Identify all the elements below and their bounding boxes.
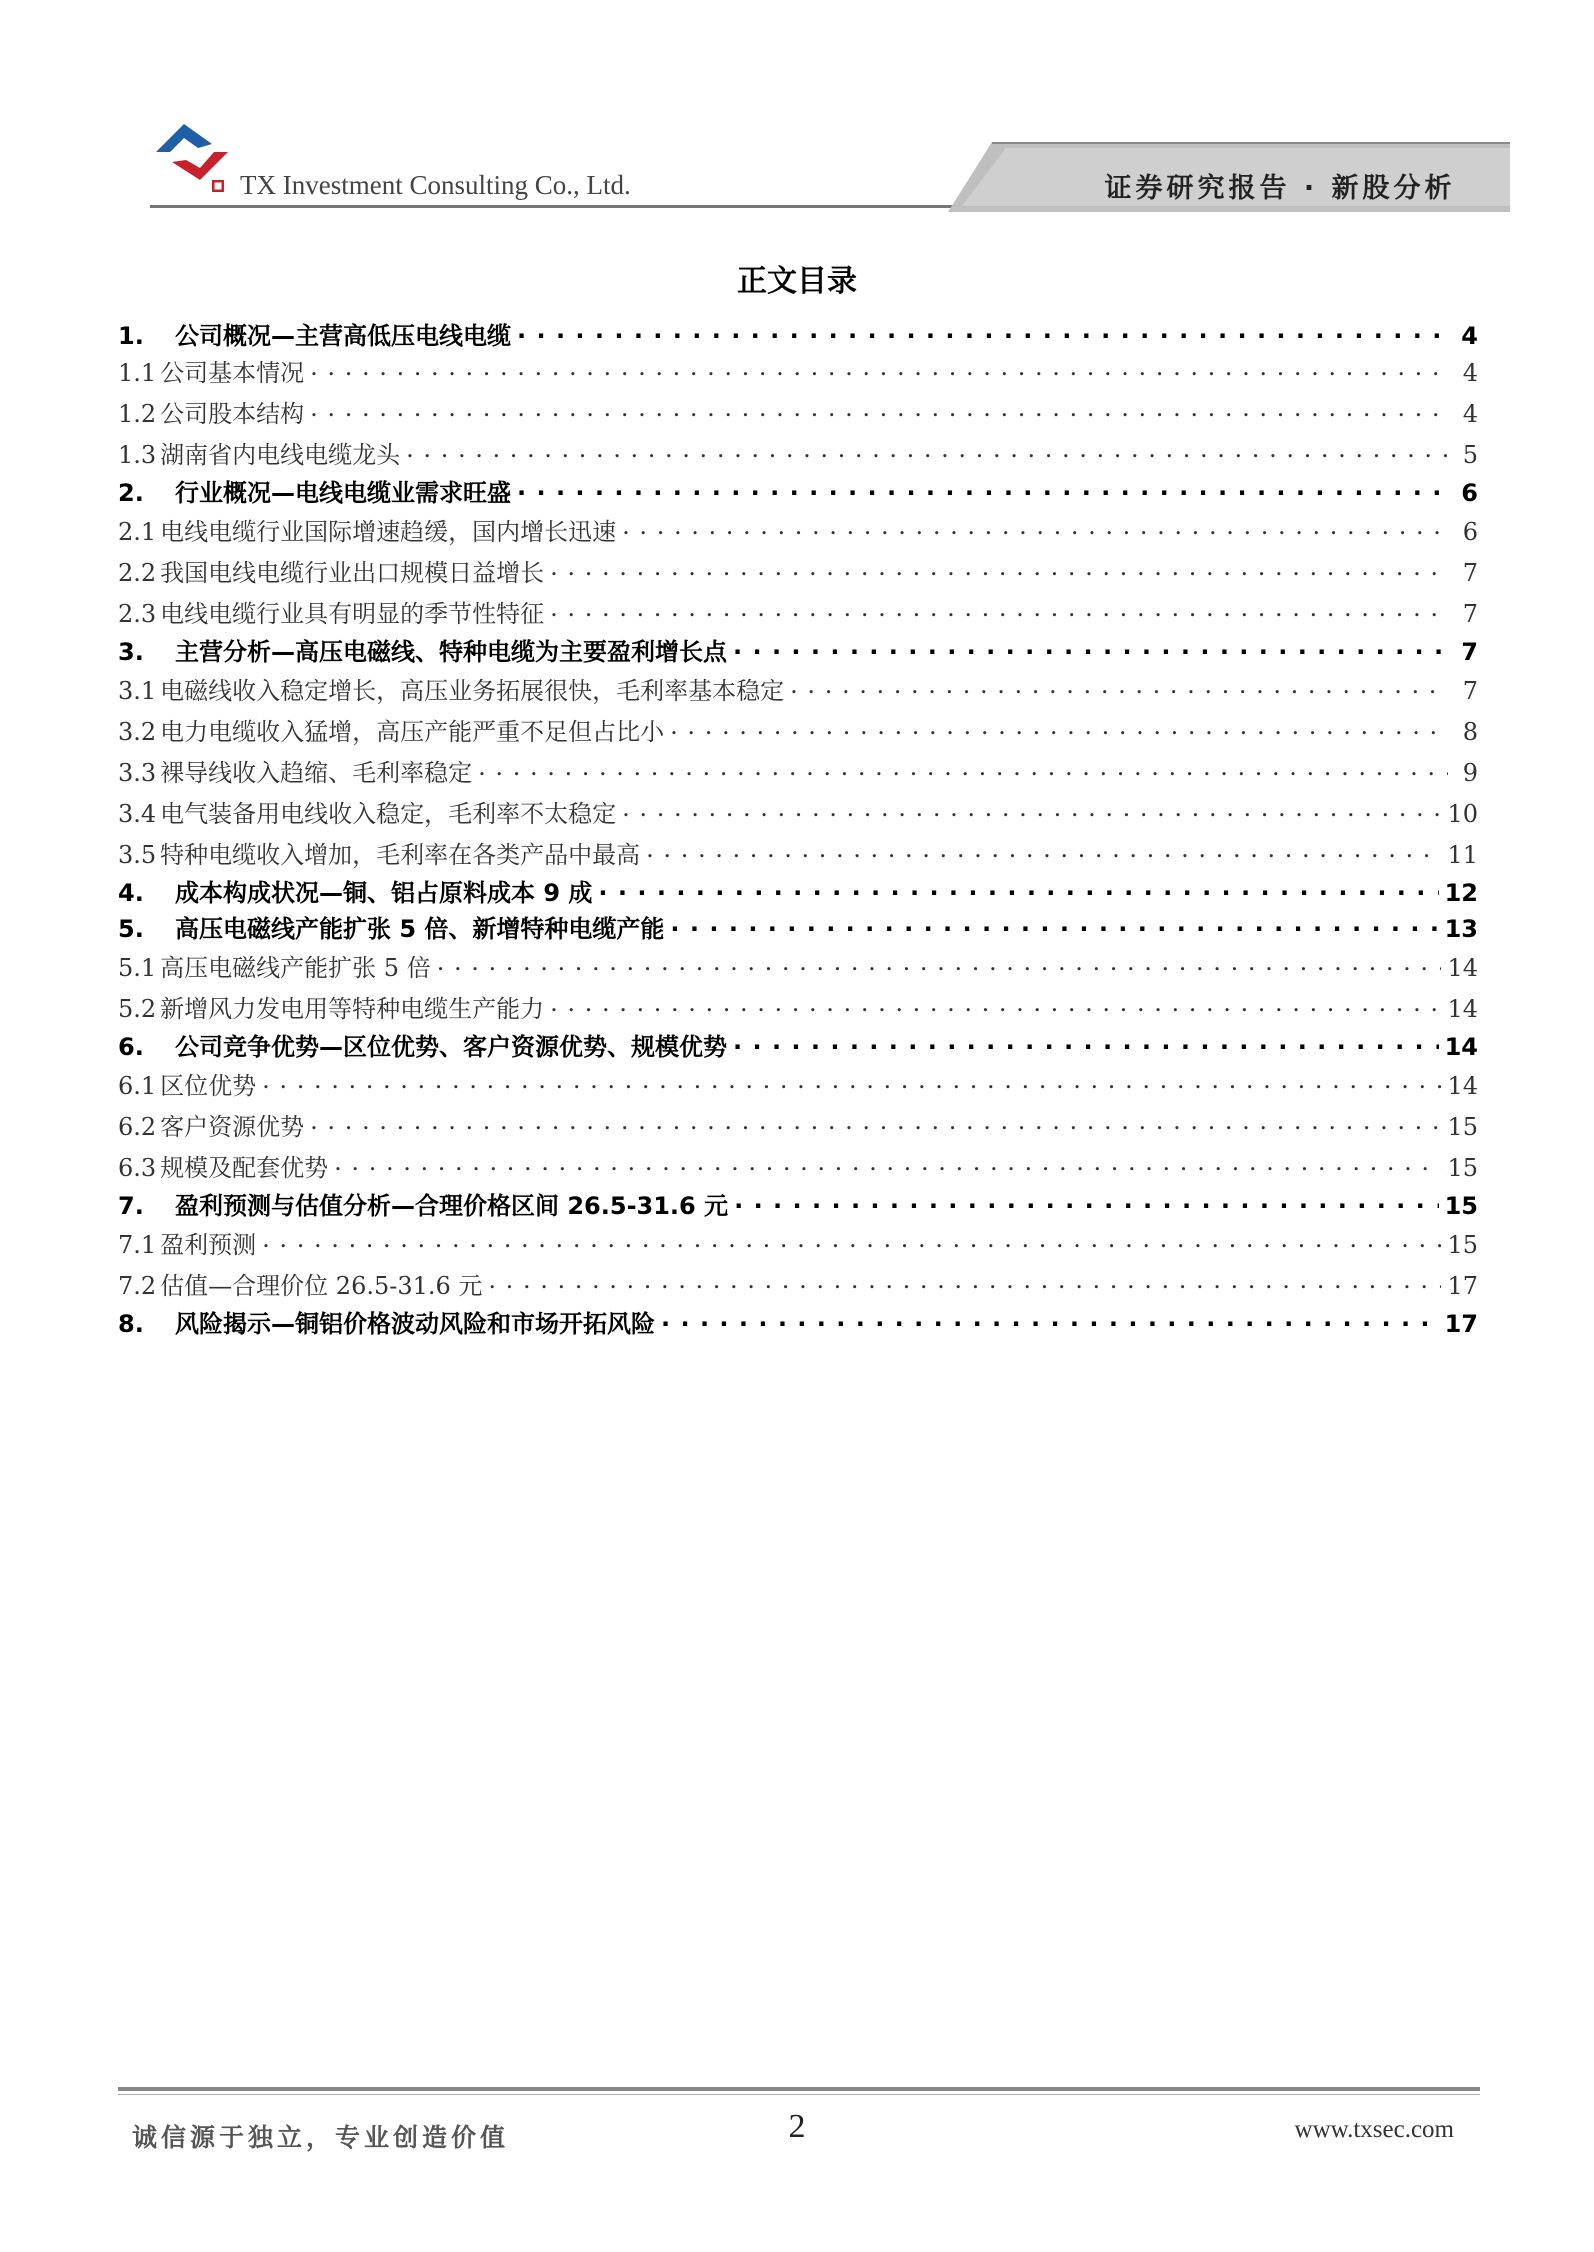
toc-entry-number: 7.1 [118,1231,157,1259]
company-name: TX Investment Consulting Co., Ltd. [240,170,631,200]
toc-entry-text: 电线电缆行业国际增速趋缓，国内增长迅速 [160,518,617,546]
toc-entry[interactable] [118,948,1478,984]
toc-dot-leader [488,1270,1441,1294]
report-type: 证券研究报告 · 新股分析 [1104,173,1456,204]
toc-dot-leader [661,1308,1439,1332]
toc-dot-leader [517,320,1448,344]
toc-entry-number: 2. [118,479,144,507]
toc-entry-page: 4 [1462,359,1478,387]
toc-dot-leader [478,757,1448,781]
toc-entry[interactable] [118,1225,1478,1261]
toc-entry[interactable] [118,316,1478,352]
toc-entry-text: 电气装备用电线收入稳定，毛利率不太稳定 [160,800,617,828]
toc-entry-page: 14 [1444,1033,1478,1061]
toc-entry-label [118,1304,655,1339]
toc-entry[interactable] [118,632,1478,668]
toc-entry-text: 主营分析—高压电磁线、特种电缆为主要盈利增长点 [175,638,727,666]
toc-entry[interactable] [118,473,1478,509]
toc-entry[interactable] [118,712,1478,748]
toc-entry-label [118,835,640,870]
toc-entry[interactable] [118,794,1478,830]
toc-entry-page: 17 [1447,1272,1478,1300]
toc-dot-leader [550,993,1441,1017]
toc-entry-text: 盈利预测 [160,1231,257,1259]
toc-entry-page: 17 [1444,1310,1478,1338]
toc-dot-leader [406,439,1448,463]
toc-entry[interactable] [118,835,1478,871]
toc-entry-number: 1.3 [118,441,157,469]
toc-entry-label [118,435,400,470]
toc-entry[interactable] [118,1027,1478,1063]
toc-entry-label [118,753,472,788]
toc-entry[interactable] [118,1266,1478,1302]
toc-dot-leader [310,1111,1441,1135]
toc-entry-label [118,1148,328,1183]
toc-entry-text: 高压电磁线产能扩张 5 倍、新增特种电缆产能 [175,915,665,943]
toc-dot-leader [646,839,1441,863]
toc-title: 正文目录 [737,264,857,299]
toc-entry-label [118,473,511,508]
company-logo-icon [150,118,235,196]
toc-entry-number: 3.1 [118,677,157,705]
toc-entry-label [118,712,664,747]
toc-entry-label [118,394,304,429]
toc-dot-leader [310,398,1448,422]
toc-entry-label [118,989,544,1024]
toc-dot-leader [622,516,1448,540]
toc-entry-text: 客户资源优势 [160,1113,305,1141]
toc-entry[interactable] [118,1107,1478,1143]
toc-entry-text: 电磁线收入稳定增长，高压业务拓展很快，毛利率基本稳定 [160,677,785,705]
toc-entry-number: 6.3 [118,1154,157,1182]
toc-entry-text: 规模及配套优势 [160,1154,329,1182]
toc-entry-number: 8. [118,1310,144,1338]
toc-entry-text: 盈利预测与估值分析—合理价格区间 26.5-31.6 元 [175,1192,729,1220]
toc-entry-number: 2.3 [118,600,157,628]
toc-entry[interactable] [118,353,1478,389]
toc-entry[interactable] [118,1066,1478,1102]
toc-entry[interactable] [118,553,1478,589]
toc-dot-leader [517,477,1448,501]
toc-entry-page: 15 [1447,1154,1478,1182]
toc-entry[interactable] [118,435,1478,471]
toc-entry-label [118,909,664,944]
toc-entry-text: 风险揭示—铜铝价格波动风险和市场开拓风险 [175,1310,655,1338]
toc-entry-number: 7. [118,1192,144,1220]
toc-dot-leader [733,1031,1439,1055]
toc-entry-number: 2.2 [118,559,157,587]
toc-entry-label [118,1066,256,1101]
toc-entry-text: 特种电缆收入增加，毛利率在各类产品中最高 [160,841,641,869]
toc-entry-text: 新增风力发电用等特种电缆生产能力 [160,995,545,1023]
toc-entry-page: 5 [1462,441,1478,469]
toc-entry-page: 14 [1447,995,1478,1023]
toc-entry-number: 6.2 [118,1113,157,1141]
toc-entry-number: 1. [118,322,144,350]
toc-entry-page: 14 [1447,954,1478,982]
toc-entry-text: 区位优势 [160,1072,257,1100]
toc-entry-text: 湖南省内电线电缆龙头 [160,441,401,469]
toc-entry-page: 6 [1462,518,1478,546]
toc-entry-page: 15 [1444,1192,1478,1220]
toc-entry-number: 4. [118,879,144,907]
toc-entry-label [118,794,616,829]
toc-entry-label [118,1266,482,1301]
toc-entry-label [118,948,431,983]
toc-entry-page: 13 [1444,915,1478,943]
toc-entry-number: 1.2 [118,400,157,428]
toc-entry[interactable] [118,512,1478,548]
toc-dot-leader [262,1229,1441,1253]
toc-entry-number: 3.2 [118,718,157,746]
toc-entry-label [118,1107,304,1142]
toc-entry-number: 5.2 [118,995,157,1023]
toc-entry-page: 10 [1447,800,1478,828]
footer-divider [118,2087,1480,2091]
toc-entry-page: 8 [1462,718,1478,746]
toc-entry-label [118,1027,727,1062]
toc-entry-page: 14 [1447,1072,1478,1100]
toc-entry-page: 6 [1461,479,1478,507]
toc-entry[interactable] [118,671,1478,707]
toc-entry-text: 公司基本情况 [160,359,305,387]
toc-entry-number: 6.1 [118,1072,157,1100]
toc-entry-page: 7 [1461,638,1478,666]
toc-entry[interactable] [118,909,1478,945]
toc-dot-leader [310,357,1448,381]
toc-entry-number: 1.1 [118,359,157,387]
toc-entry-page: 4 [1462,400,1478,428]
toc-entry-label [118,316,511,351]
footer-website: www.txsec.com [1294,2116,1454,2143]
toc-entry-page: 4 [1461,322,1478,350]
footer-slogan: 诚信源于独立，专业创造价值 [132,2123,510,2152]
toc-entry-label [118,353,304,388]
toc-entry-number: 3.5 [118,841,157,869]
toc-entry-text: 成本构成状况—铜、铝占原料成本 9 成 [175,879,593,907]
toc-entry-page: 7 [1462,600,1478,628]
toc-dot-leader [734,1190,1438,1214]
footer-divider-thin [118,2094,1480,2095]
toc-entry[interactable] [118,989,1478,1025]
toc-entry-text: 裸导线收入趋缩、毛利率稳定 [160,759,473,787]
toc-entry-text: 公司概况—主营高低压电线电缆 [175,322,511,350]
toc-dot-leader [622,798,1441,822]
header-divider [150,205,960,208]
toc-dot-leader [437,952,1442,976]
toc-entry-text: 估值—合理价位 26.5-31.6 元 [160,1272,483,1300]
page-number: 2 [788,2108,806,2145]
toc-dot-leader [550,598,1448,622]
toc-entry-page: 7 [1462,677,1478,705]
toc-entry-label [118,1225,256,1260]
toc-entry-label [118,1186,728,1221]
toc-entry-text: 行业概况—电线电缆业需求旺盛 [175,479,511,507]
toc-dot-leader [334,1152,1441,1176]
toc-entry-text: 公司竞争优势—区位优势、客户资源优势、规模优势 [175,1033,727,1061]
toc-entry-number: 6. [118,1033,144,1061]
toc-entry-text: 电线电缆行业具有明显的季节性特征 [160,600,545,628]
toc-entry[interactable] [118,1186,1478,1222]
toc-dot-leader [790,675,1448,699]
toc-entry-label [118,671,784,706]
toc-entry-label [118,632,727,667]
toc-entry[interactable] [118,394,1478,430]
toc-entry-page: 15 [1447,1231,1478,1259]
toc-entry[interactable] [118,753,1478,789]
toc-entry-label [118,594,544,629]
toc-entry-text: 我国电线电缆行业出口规模日益增长 [160,559,545,587]
toc-entry[interactable] [118,594,1478,630]
toc-entry-text: 高压电磁线产能扩张 5 倍 [160,954,431,982]
toc-entry-text: 电力电缆收入猛增，高压产能严重不足但占比小 [160,718,665,746]
toc-dot-leader [550,557,1448,581]
toc-dot-leader [670,913,1438,937]
toc-dot-leader [262,1070,1441,1094]
toc-entry-page: 7 [1462,559,1478,587]
toc-dot-leader [598,877,1438,901]
toc-entry-text: 公司股本结构 [160,400,305,428]
toc-dot-leader [733,636,1448,660]
toc-entry-label [118,553,544,588]
toc-entry-number: 2.1 [118,518,157,546]
toc-entry[interactable] [118,1304,1478,1340]
toc-entry-page: 11 [1447,841,1478,869]
toc-entry-page: 12 [1444,879,1478,907]
toc-entry-number: 5. [118,915,144,943]
toc-entry-number: 3.4 [118,800,157,828]
toc-entry-page: 9 [1462,759,1478,787]
toc-entry[interactable] [118,873,1478,909]
toc-entry-number: 3.3 [118,759,157,787]
toc-entry-label [118,512,616,547]
toc-dot-leader [670,716,1448,740]
toc-entry-number: 3. [118,638,144,666]
toc-entry-number: 7.2 [118,1272,157,1300]
toc-entry-number: 5.1 [118,954,157,982]
toc-entry-page: 15 [1447,1113,1478,1141]
toc-entry-label [118,873,592,908]
toc-entry[interactable] [118,1148,1478,1184]
